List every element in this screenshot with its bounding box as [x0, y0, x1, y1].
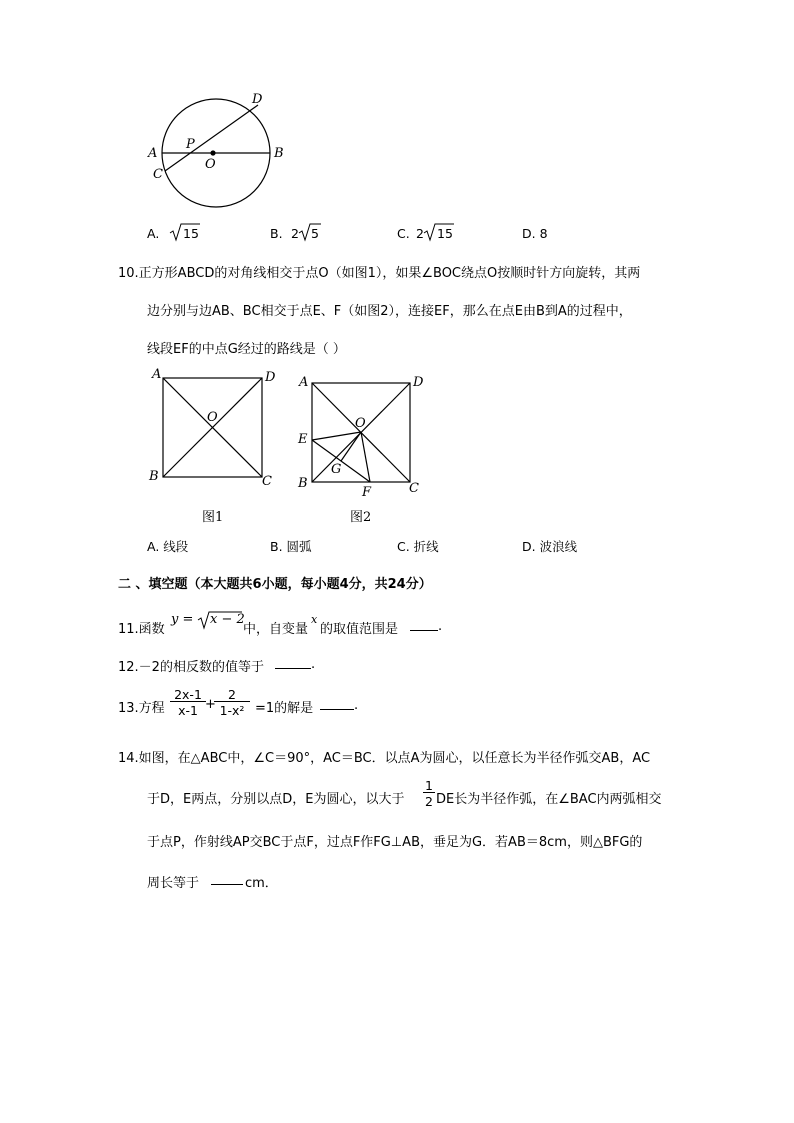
fig1-label-c: C: [262, 474, 272, 489]
fig1-label-b: B: [149, 469, 159, 484]
q13-plus: +: [205, 697, 216, 712]
q11-prefix: 11.函数: [118, 622, 165, 637]
q13-prefix: 13.方程: [118, 701, 165, 716]
fig2-label-e: E: [298, 432, 308, 447]
q13-suffix: =1的解是: [255, 701, 314, 716]
q9-option-c-coef: 2: [416, 226, 424, 241]
label-a: A: [148, 146, 158, 161]
fig1-label-a: A: [152, 367, 162, 382]
q9-option-b-value: 5: [311, 226, 319, 241]
q12-text: 12.－2的相反数的值等于: [118, 660, 264, 675]
q13-fraction-2: [214, 688, 250, 717]
fig2-label-d: D: [413, 375, 424, 390]
q14-line-2b: DE长为半径作弧，在∠BAC内两弧相交: [436, 792, 662, 807]
q13-fraction-1-den: x-1: [178, 703, 198, 718]
q9-option-d: D. 8: [522, 226, 548, 241]
q14-line-4: 周长等于: [147, 876, 200, 891]
q12-answer-blank: .: [275, 656, 315, 672]
q14-answer-blank: [211, 872, 243, 888]
q14-line-1: 14.如图，在△ABC中，∠C＝90°，AC＝BC．以点A为圆心，以任意长为半径作弧交AB，AC: [118, 751, 651, 766]
q9-option-c-label: C.: [397, 226, 410, 241]
q10-line-1: 10.正方形ABCD的对角线相交于点O（如图1），如果∠BOC绕点O按顺时针方向旋转，其两: [118, 266, 641, 281]
q10-line-3: 线段EF的中点G经过的路线是（ ）: [147, 342, 346, 357]
q9-option-c-value: 15: [437, 226, 453, 241]
section-2-title: 二 、填空题（本大题共6小题，每小题4分，共24分）: [118, 577, 432, 592]
q9-option-a-label: A.: [147, 226, 160, 241]
q10-option-c: C. 折线: [397, 539, 439, 554]
q11-suffix: 的取值范围是: [320, 622, 399, 637]
q10-option-d: D. 波浪线: [522, 539, 578, 554]
fig1-label-o: O: [207, 410, 218, 425]
q10-option-a: A. 线段: [147, 539, 189, 554]
q13-fraction-1: [170, 688, 206, 717]
fig2-label-g: G: [331, 462, 342, 477]
segment-oe: [312, 432, 361, 440]
q9-option-a-value: 15: [183, 226, 199, 241]
q14-unit: cm．: [245, 876, 278, 891]
q14-half-den: 2: [425, 794, 433, 809]
q11-formula-lhs: y =: [171, 612, 194, 627]
q14-line-2a: 于D，E两点，分别以点D，E为圆心，以大于: [147, 792, 405, 807]
label-d: D: [252, 92, 263, 107]
q11-middle: 中，自变量: [243, 622, 309, 637]
q11-radicand: x − 2: [210, 612, 245, 627]
fig2-label-f: F: [362, 485, 372, 500]
q9-option-b-coef: 2: [291, 226, 299, 241]
fig2-label-o: O: [355, 416, 366, 431]
fig1-label-d: D: [265, 370, 276, 385]
q13-answer-blank: .: [320, 697, 358, 713]
q10-option-b: B. 圆弧: [270, 539, 312, 554]
fig2-label-a: A: [299, 375, 309, 390]
label-c: C: [153, 167, 163, 182]
label-p: P: [186, 137, 195, 152]
q13-fraction-2-num: 2: [214, 688, 250, 702]
fig2-label-c: C: [409, 481, 419, 496]
q11-var: x: [311, 613, 318, 626]
label-o: O: [205, 157, 216, 172]
fig2-label-b: B: [298, 476, 308, 491]
fig1-caption: 图1: [202, 510, 224, 525]
segment-og: [341, 432, 361, 461]
q14-half-num: 1: [423, 779, 435, 793]
q9-option-b-label: B.: [270, 226, 283, 241]
q13-fraction-2-den: 1-x²: [219, 703, 245, 718]
fig2-caption: 图2: [350, 510, 372, 525]
q14-line-3: 于点P，作射线AP交BC于点F，过点F作FG⊥AB，垂足为G．若AB＝8cm，则△BFG的: [147, 835, 643, 850]
q13-fraction-1-num: 2x-1: [170, 688, 206, 702]
q14-half-fraction: [423, 779, 435, 808]
label-b: B: [274, 146, 284, 161]
q10-line-2: 边分别与边AB、BC相交于点E、F（如图2），连接EF，那么在点E由B到A的过程中，: [147, 304, 632, 319]
q11-answer-blank: .: [410, 618, 442, 634]
